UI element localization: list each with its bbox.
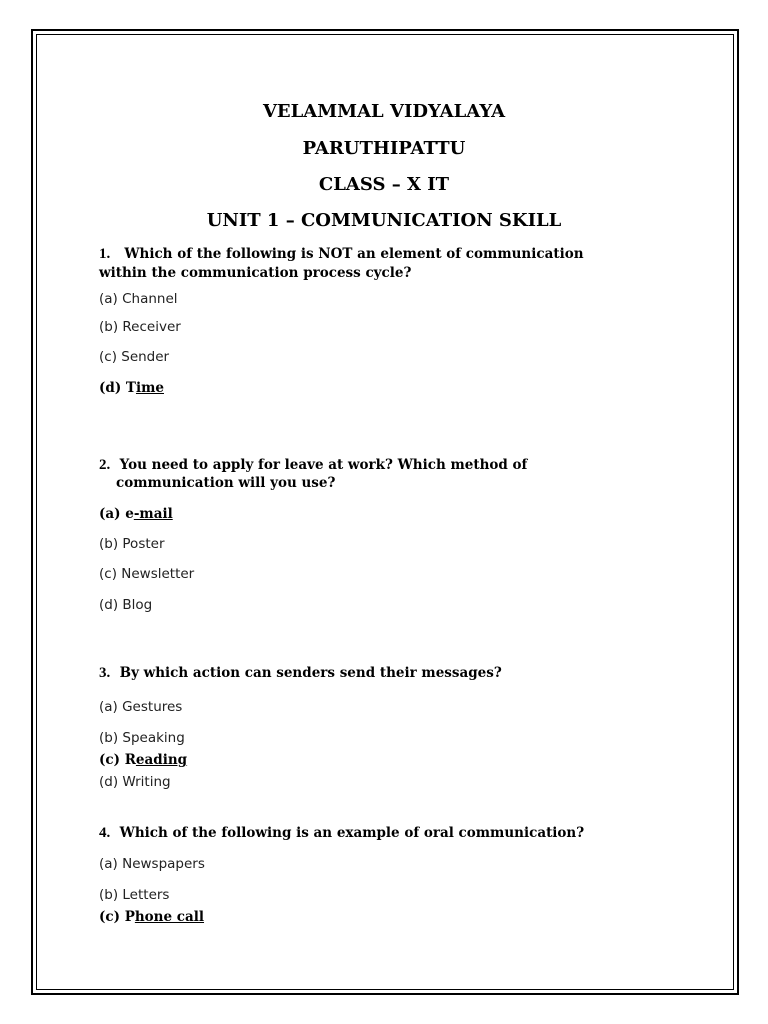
- answer-underlined: -mail: [133, 506, 173, 522]
- option: (a) Gestures: [99, 699, 183, 715]
- question-line: communication will you use?: [116, 475, 336, 491]
- answer-prefix: (d) T: [99, 380, 136, 396]
- option: (d) Writing: [99, 774, 171, 790]
- question-line: Which of the following is an example of oral communication?: [119, 825, 585, 841]
- question-number: 4.: [99, 825, 111, 841]
- question-number: 2.: [99, 457, 111, 473]
- question-line: You need to apply for leave at work? Which method of: [119, 457, 528, 473]
- class-title: CLASS – X IT: [318, 174, 450, 195]
- question-number: 1.: [99, 246, 111, 262]
- option: (a) Newspapers: [99, 856, 205, 872]
- option: (b) Letters: [99, 887, 170, 903]
- question-line: within the communication process cycle?: [99, 265, 412, 281]
- question-1-text: [99, 245, 659, 263]
- option: (a) Channel: [99, 291, 178, 307]
- answer-option: [99, 505, 173, 523]
- unit-title: UNIT 1 – COMMUNICATION SKILL: [206, 210, 562, 231]
- option: (d) Blog: [99, 597, 153, 613]
- question-2-text: [99, 456, 659, 474]
- answer-prefix: (c) P: [99, 909, 135, 925]
- option: (b) Poster: [99, 536, 165, 552]
- question-line: By which action can senders send their messages?: [119, 665, 502, 681]
- question-3-text: [99, 664, 659, 682]
- option: (c) Newsletter: [99, 566, 195, 582]
- option: (b) Receiver: [99, 319, 181, 335]
- answer-underlined: eading: [135, 752, 188, 768]
- answer-option: [99, 379, 164, 397]
- question-2-text-continued: [116, 474, 676, 492]
- answer-option: [99, 908, 204, 926]
- question-line: Which of the following is NOT an element of communication: [124, 246, 584, 262]
- question-1-text-continued: [99, 264, 659, 282]
- question-number: 3.: [99, 665, 111, 681]
- option: (b) Speaking: [99, 730, 185, 746]
- option: (c) Sender: [99, 349, 170, 365]
- answer-option: [99, 751, 187, 769]
- school-name: VELAMMAL VIDYALAYA: [262, 101, 506, 122]
- answer-underlined: hone call: [134, 909, 205, 925]
- answer-underlined: ime: [135, 380, 164, 396]
- school-location: PARUTHIPATTU: [302, 138, 466, 159]
- answer-prefix: (c) R: [99, 752, 136, 768]
- answer-prefix: (a) e: [99, 506, 134, 522]
- question-4-text: [99, 824, 659, 842]
